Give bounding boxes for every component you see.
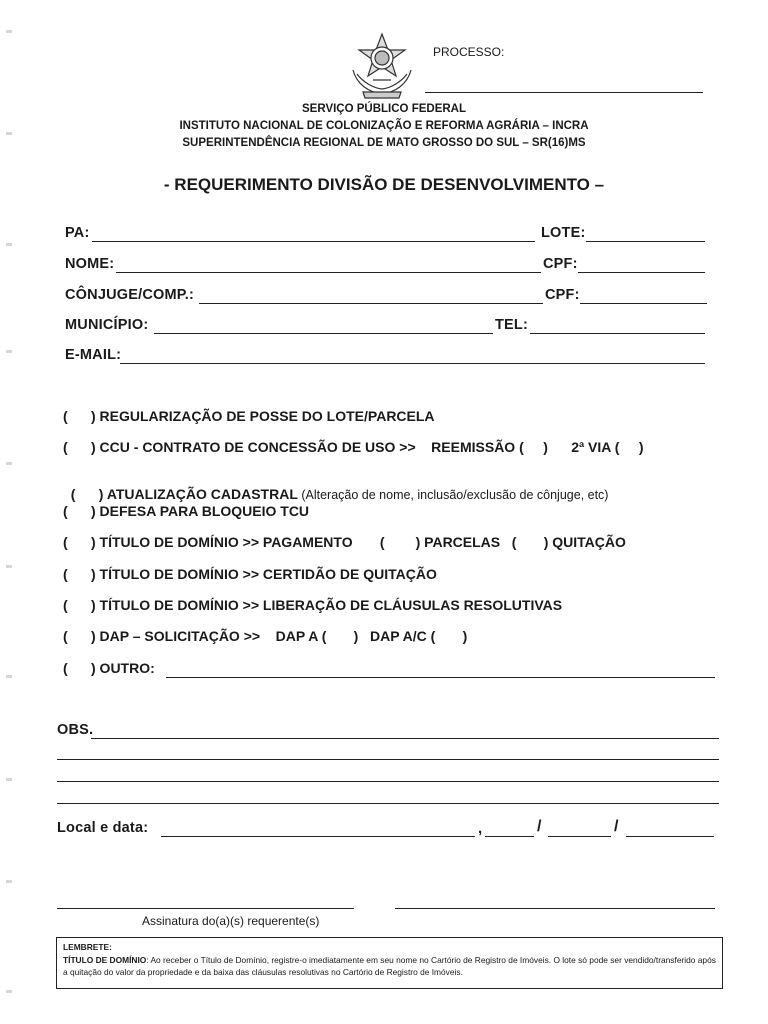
- cpf-field-2[interactable]: [580, 303, 707, 304]
- obs-field-4[interactable]: [57, 803, 719, 804]
- lote-field[interactable]: [586, 241, 705, 242]
- option-outro[interactable]: ( ) OUTRO:: [63, 660, 155, 676]
- local-data-label: Local e data:: [57, 820, 149, 836]
- municipio-label: MUNICÍPIO:: [65, 317, 149, 333]
- option-titulo-pagamento[interactable]: ( ) TÍTULO DE DOMÍNIO >> PAGAMENTO ( ) PARCELAS ( ) QUITAÇÃO: [63, 534, 626, 550]
- local-data-comma: ,: [478, 820, 483, 837]
- month-field[interactable]: [548, 836, 611, 837]
- local-data-slash-1: /: [537, 818, 542, 835]
- local-field[interactable]: [161, 836, 475, 837]
- lote-label: LOTE:: [541, 225, 586, 241]
- conjuge-label: CÔNJUGE/COMP.:: [65, 287, 195, 303]
- processo-field[interactable]: [425, 92, 703, 93]
- cpf-label-2: CPF:: [545, 287, 580, 303]
- lembrete-text: [63, 954, 716, 979]
- header-line-2: INSTITUTO NACIONAL DE COLONIZAÇÃO E REFORMA AGRÁRIA – INCRA: [179, 120, 589, 132]
- day-field[interactable]: [485, 836, 534, 837]
- option-atualizacao-label: ( ) ATUALIZAÇÃO CADASTRAL: [70, 486, 298, 502]
- option-dap[interactable]: ( ) DAP – SOLICITAÇÃO >> DAP A ( ) DAP A/C ( ): [63, 628, 468, 644]
- signature-label: Assinatura do(a)(s) requerente(s): [142, 914, 320, 928]
- cpf-label-1: CPF:: [543, 256, 578, 272]
- local-data-slash-2: /: [614, 818, 619, 835]
- option-titulo-certidao[interactable]: ( ) TÍTULO DE DOMÍNIO >> CERTIDÃO DE QUITAÇÃO: [63, 566, 437, 582]
- lembrete-title: LEMBRETE:: [63, 942, 112, 952]
- pa-field[interactable]: [92, 241, 535, 242]
- option-atualizacao-cadastral[interactable]: [63, 470, 608, 502]
- obs-field-2[interactable]: [57, 759, 719, 760]
- cpf-field-1[interactable]: [578, 272, 705, 273]
- processo-label: PROCESSO:: [433, 45, 505, 59]
- option-titulo-liberacao[interactable]: ( ) TÍTULO DE DOMÍNIO >> LIBERAÇÃO DE CLÁUSULAS RESOLUTIVAS: [63, 597, 563, 613]
- conjuge-field[interactable]: [199, 303, 543, 304]
- obs-field-1[interactable]: [91, 738, 719, 739]
- obs-field-3[interactable]: [57, 781, 719, 782]
- pa-label: PA:: [65, 225, 90, 241]
- obs-label: OBS.: [57, 722, 94, 738]
- lembrete-term: TÍTULO DE DOMÍNIO: [63, 954, 147, 965]
- page-title: - REQUERIMENTO DIVISÃO DE DESENVOLVIMENTO –: [163, 175, 605, 194]
- option-ccu[interactable]: ( ) CCU - CONTRATO DE CONCESSÃO DE USO >> REEMISSÃO ( ) 2ª VIA ( ): [63, 439, 644, 455]
- nome-field[interactable]: [116, 272, 541, 273]
- municipio-field[interactable]: [154, 333, 493, 334]
- signature-line-1[interactable]: [57, 908, 354, 909]
- option-defesa-tcu[interactable]: ( ) DEFESA PARA BLOQUEIO TCU: [63, 503, 310, 519]
- email-label: E-MAIL:: [65, 347, 122, 363]
- tel-label: TEL:: [495, 317, 529, 333]
- lembrete-box: [56, 937, 723, 989]
- lembrete-body: : Ao receber o Título de Domínio, registre-o imediatamente em seu nome no Cartório de Registro de Imóveis. O lote só pode ser vendido/transferido após a quitação do valor da propriedade e da baixa das cláusulas resolutivas no Cartório de Registro de Imóveis.: [63, 954, 716, 977]
- email-field[interactable]: [120, 363, 705, 364]
- option-atualizacao-note: (Alteração de nome, inclusão/exclusão de cônjuge, etc): [297, 488, 609, 502]
- header-line-3: SUPERINTENDÊNCIA REGIONAL DE MATO GROSSO DO SUL – SR(16)MS: [182, 137, 586, 149]
- nome-label: NOME:: [65, 256, 115, 272]
- signature-line-2[interactable]: [395, 908, 715, 909]
- header-line-1: SERVIÇO PÚBLICO FEDERAL: [302, 103, 466, 115]
- outro-field[interactable]: [166, 677, 715, 678]
- tel-field[interactable]: [530, 333, 705, 334]
- year-field[interactable]: [626, 836, 714, 837]
- option-regularizacao[interactable]: ( ) REGULARIZAÇÃO DE POSSE DO LOTE/PARCELA: [63, 408, 435, 424]
- brazil-coat-of-arms-icon: [343, 30, 421, 102]
